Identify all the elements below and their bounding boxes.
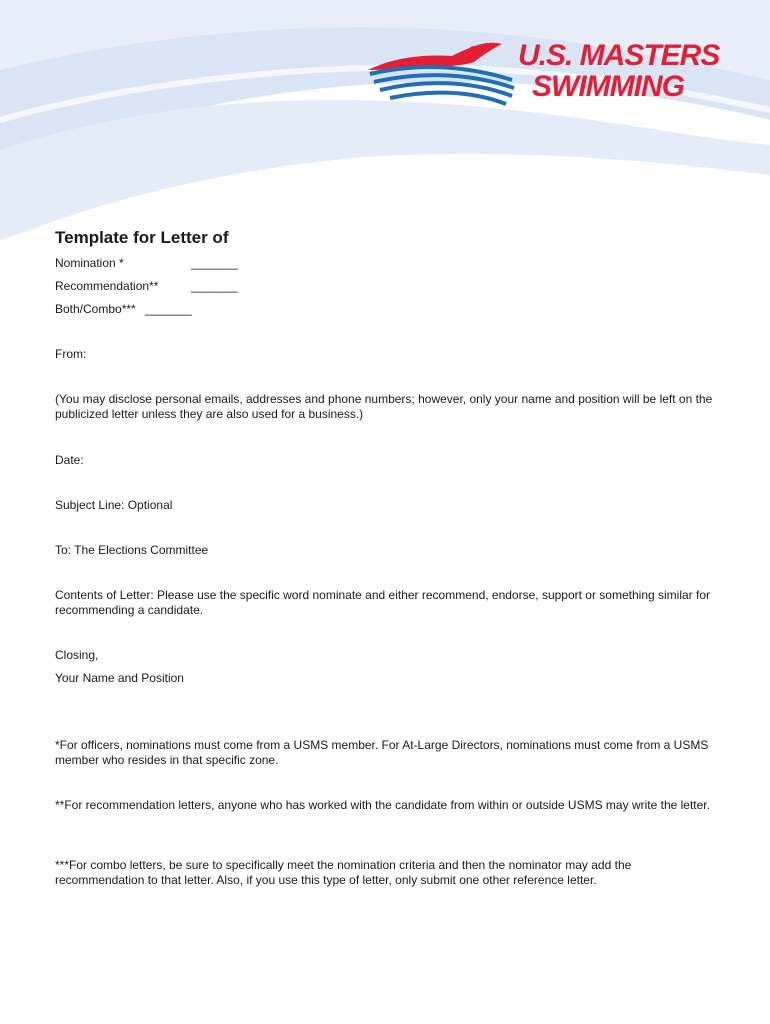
date-line: Date: (55, 453, 84, 467)
option-nomination-label: Nomination * (55, 256, 124, 270)
option-combo-blank: _______ (145, 302, 192, 316)
to-line: To: The Elections Committee (55, 543, 209, 557)
closing-line: Closing, (55, 648, 99, 662)
from-line: From: (55, 347, 87, 361)
subject-line: Subject Line: Optional (55, 498, 173, 512)
brand-line-1: U.S. MASTERS (518, 39, 720, 72)
footnote-recommendation: **For recommendation letters, anyone who has worked with the candidate from within or outside USMS may write the letter. (55, 798, 710, 812)
option-recommendation-blank: _______ (191, 279, 238, 293)
signature-line: Your Name and Position (55, 671, 184, 685)
option-combo-label: Both/Combo*** (55, 302, 136, 316)
page-title: Template for Letter of (55, 228, 229, 247)
option-nomination-blank: _______ (191, 256, 238, 270)
brand-line-2: SWIMMING (532, 70, 684, 103)
footnote-officers: *For officers, nominations must come from a USMS member. For At-Large Directors, nominations must come from a USMS member who resides in that specific zone. (55, 738, 709, 767)
disclaimer-text: (You may disclose personal emails, addresses and phone numbers; however, only your name and position will be left on the publicized letter unless they are also used for a business.) (55, 392, 713, 421)
footnote-combo: ***For combo letters, be sure to specifically meet the nomination criteria and then the nominator may add the recommendation to that letter. Also, if you use this type of letter, only submit one other reference letter. (55, 858, 632, 887)
brand-logo-text (518, 40, 748, 102)
contents-text: Contents of Letter: Please use the specific word nominate and either recommend, endorse, support or something similar for recommending a candidate. (55, 588, 711, 617)
option-recommendation-label: Recommendation** (55, 279, 159, 293)
